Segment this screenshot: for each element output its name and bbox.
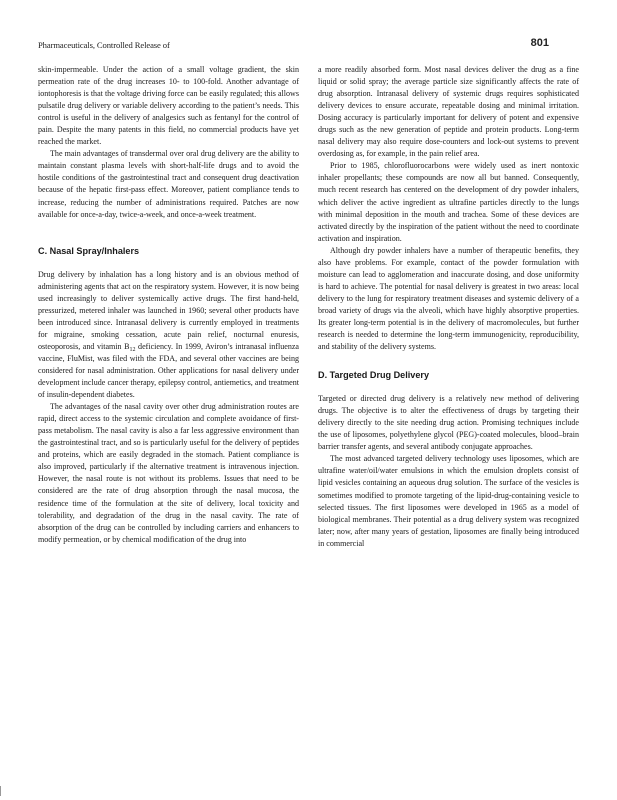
- paragraph-text: deficiency. In 1999, Aviron’s intranasal influenza vaccine, FluMist, was filed with the FDA, and several other vaccines are being considered for nasal administration. Other applications for nasal delivery under development include cancer therapy, epilepsy control, antiemetics, and treatment of insulin-dependent diabetes.: [38, 341, 299, 400]
- paragraph: a more readily absorbed form. Most nasal devices deliver the drug as a fine liquid or solid spray; the average particle size significantly affects the rate of drug absorption. Intranasal delivery of systemic drugs requires sophisticated delivery devices to ensure accurate, repeatable dosing and minimal irritation. Dosing accuracy is particularly important for delivery of potent and expensive drugs such as the new generation of peptide and protein products. Long-term nasal delivery may also require dose-counters and lock-out systems to prevent overdosing as, for example, in the pain relief area.: [318, 65, 579, 159]
- running-head: Pharmaceuticals, Controlled Release of: [38, 40, 170, 50]
- paragraph: Although dry powder inhalers have a number of therapeutic benefits, they also have problems. For example, contact of the powder formulation with moisture can lead to agglomeration and inaccurate dosing, and dose uniformity is hard to achieve. The potential for nasal delivery is greatest in two areas: local delivery to the lung for respiratory treatment diseases and systemic delivery of a broad variety of drugs via the alveoli, which have highly absorptive properties. Its greater long-term potential is in the delivery of macromolecules, but further research is needed to determine the long-term immunogenicity, reproducibility, and stability of the delivery systems.: [318, 245, 579, 352]
- section-heading-targeted-delivery: D. Targeted Drug Delivery: [318, 370, 430, 381]
- crop-mark: [0, 786, 4, 796]
- paragraph: The most advanced targeted delivery technology uses liposomes, which are ultrafine water/oil/water emulsions in which the emulsion droplets consist of lipid vesicles containing an aqueous drug solution. The surface of the vesicles is sometimes modified to promote targeting of the lipid-drug-containing vesicle to selected tissues. The first liposomes were developed in 1965 as a model of biological membranes. Their potential as a drug delivery system was recognized later; now, after many years of gestation, liposomes are finally being introduced in commercial: [318, 454, 579, 548]
- page-number: 801: [530, 37, 549, 49]
- right-column: [318, 64, 579, 550]
- paragraph: Prior to 1985, chlorofluorocarbons were widely used as inert nontoxic inhaler propellants; these compounds are now all but banned. Consequently, much recent research has centered on the development of dry powder inhalers, which deliver the active ingredient as ultrafine particles directly to the lungs with minimal deposition in the mouth and trachea. Some of these devices are activated directly by the inspiration of the patient without the need to coordinate activation and inspiration.: [318, 161, 579, 243]
- section-heading-nasal-spray: C. Nasal Spray/Inhalers: [38, 245, 140, 256]
- paragraph: Targeted or directed drug delivery is a relatively new method of delivering drugs. The objective is to alter the effectiveness of drugs by targeting their delivery directly to the site needing drug action. Promising techniques include the use of liposomes, polyethylene glycol (PEG)-coated molecules, blood–brain barrier transfer agents, and several antibody conjugate approaches.: [318, 394, 579, 452]
- paragraph: [38, 269, 299, 402]
- paragraph: skin-impermeable. Under the action of a small voltage gradient, the skin permeation rate of the drug increases 10- to 100-fold. Another advantage of iontophoresis is that the voltage driving force can be easily regulated; this allows pulsatile drug delivery or variable delivery according to the patient’s needs. This control is useful in the delivery of analgesics such as fentanyl for the control of pain. Despite the many patents in this field, no commercial products have yet reached the market.: [38, 65, 299, 147]
- subscript: 12: [129, 346, 136, 353]
- paragraph: The advantages of the nasal cavity over other drug administration routes are rapid, direct access to the systemic circulation and complete avoidance of first-pass metabolism. The nasal cavity is also a far less aggressive environment than the gastrointestinal tract, and so is particularly useful for the delivery of peptides and proteins, which are easily degraded in the stomach. Patient compliance is also improved, particularly if the alternative treatment is intravenous injection. However, the nasal route is not without its problems. Issues that need to be considered are the rate of drug absorption through the nasal mucosa, the residence time of the formulation at the site of delivery, local toxicity and tolerability, and degradation of the drug in the nasal cavity. The rate of absorption of the drug can be controlled by including carriers and enhancers to modify permeation, or by chemical modification of the drug into: [38, 402, 299, 544]
- paragraph: The main advantages of transdermal over oral drug delivery are the ability to maintain constant plasma levels with short-half-life drugs and to avoid the hostile conditions of the gastrointestinal tract and consequent drug deactivation because of the hepatic first-pass effect. Moreover, patient compliance tends to increase, reducing the number of administrations required. Patches are now available for once-a-day, twice-a-week, and once-a-week treatment.: [38, 149, 299, 219]
- paragraph-text: Drug delivery by inhalation has a long history and is an obvious method of administering agents that act on the respiratory system. However, it is now being used increasingly to deliver systemically active drugs. The first hand-held, pressurized, metered inhaler was launched in 1960; several other products have been introduced since. Intranasal delivery is currently employed in treatments for migraine, smoking cessation, acute pain relief, nocturnal enuresis, osteoporosis, and vitamin B: [38, 269, 299, 351]
- left-column: [38, 64, 299, 546]
